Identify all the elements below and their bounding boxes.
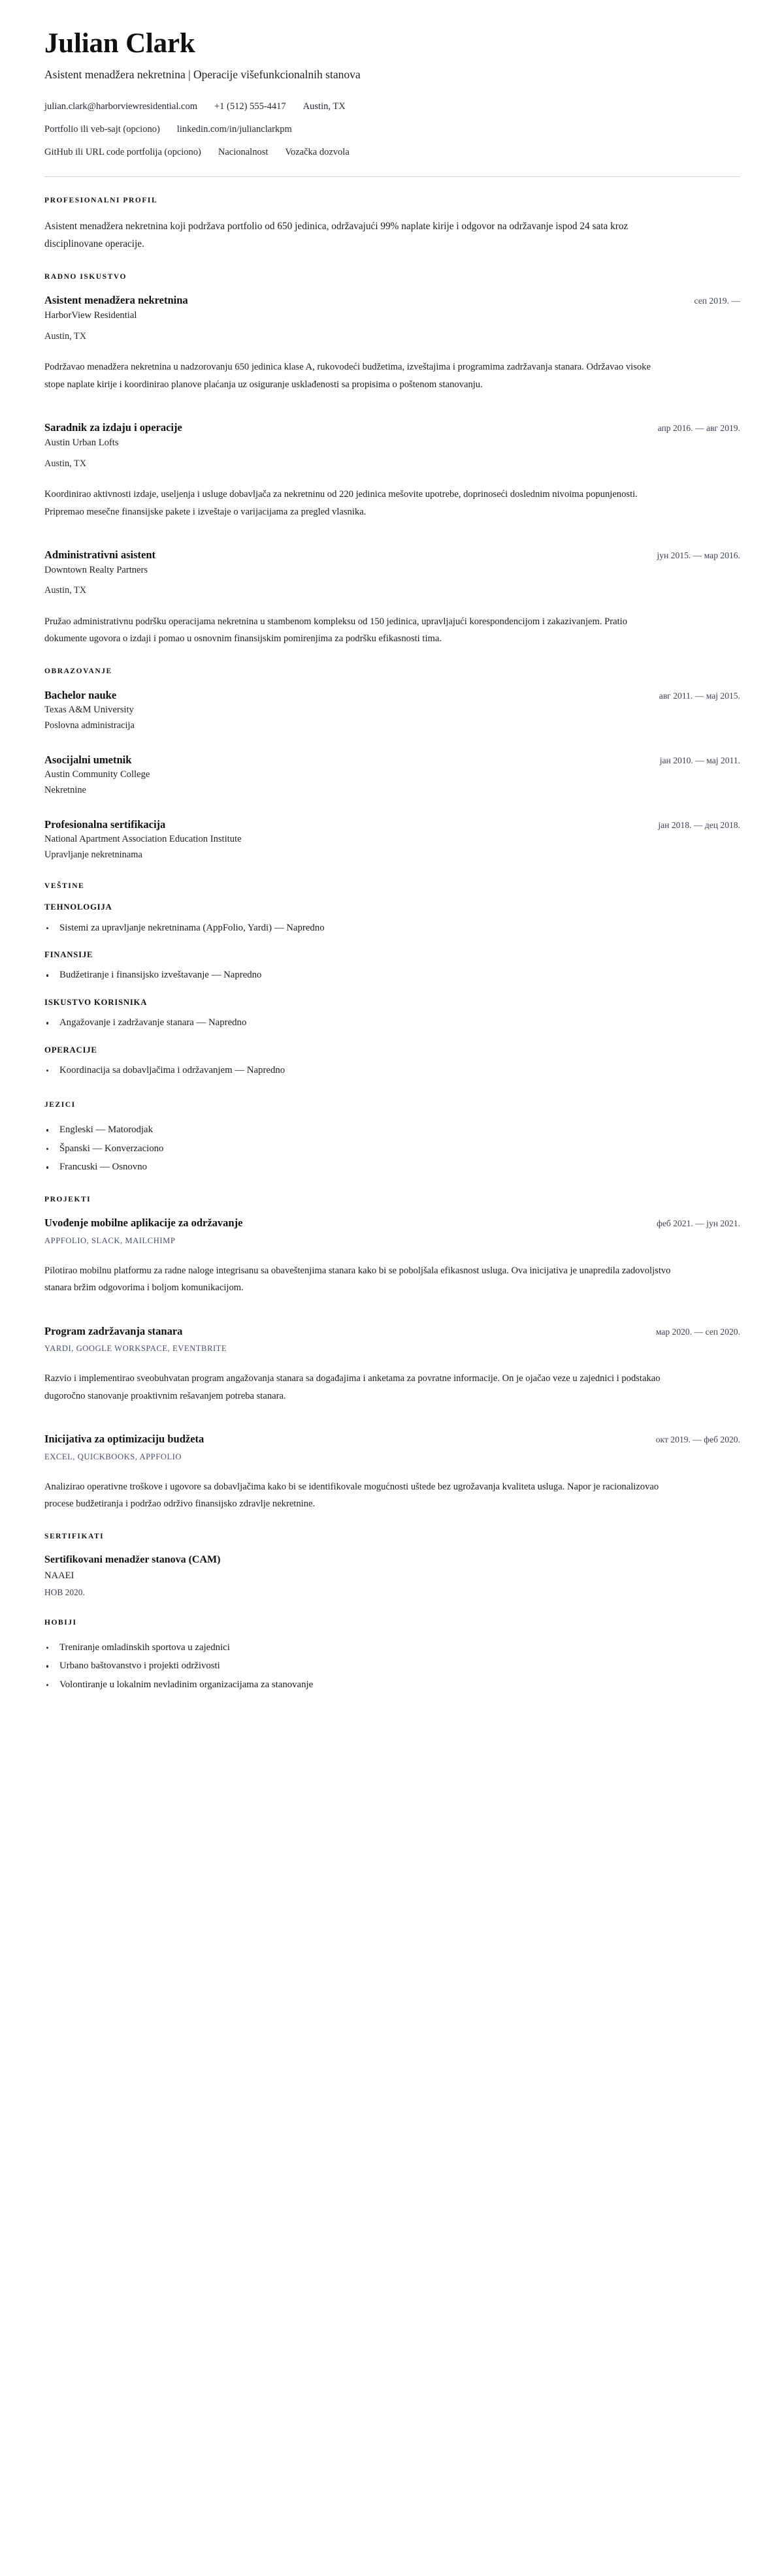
drivers-license-label: Vozačka dozvola	[285, 146, 350, 157]
language-item: Engleski — Matorodjak	[44, 1122, 740, 1138]
job-company: HarborView Residential	[44, 310, 137, 321]
linkedin-text: linkedin.com/in/julianclarkpm	[176, 123, 292, 135]
section-skills	[44, 882, 740, 1079]
resume-header	[44, 29, 740, 177]
job-title: Administrativni asistent	[44, 549, 156, 562]
location-text: Austin, TX	[302, 101, 346, 112]
section-work-experience	[44, 273, 740, 648]
header-divider	[44, 176, 740, 177]
section-professional-summary	[44, 197, 740, 253]
skill-item: Angažovanje i zadržavanje stanara — Napredno	[44, 1015, 740, 1031]
job-description: Pružao administrativnu podršku operacijama nekretnina u stambenom kompleksu od 150 jedinica, upravljajući korespondencijom i zakazivanjem. Pratio dokumente ugovora o izdaji i pomao u osnovnim finansijskim pomirenjima za podršku efikasnosti tima.	[44, 616, 628, 644]
skill-list	[44, 967, 740, 983]
section-title-education: OBRAZOVANJE	[44, 667, 112, 675]
section-languages	[44, 1101, 740, 1175]
section-title-summary: PROFESIONALNI PROFIL	[44, 197, 158, 205]
contact-row-primary	[44, 100, 740, 114]
project-item	[44, 1324, 740, 1405]
job-dates: апр 2016. — авг 2019.	[657, 423, 740, 434]
section-title-hobbies: HOBIJI	[44, 1619, 77, 1627]
experience-item	[44, 548, 740, 648]
skill-item: Sistemi za upravljanje nekretninama (AppFolio, Yardi) — Napredno	[44, 920, 740, 936]
section-title-experience: RADNO ISKUSTVO	[44, 272, 127, 281]
experience-item-head	[44, 548, 740, 562]
job-dates: сеп 2019. —	[694, 296, 740, 306]
phone-text: +1 (512) 555-4417	[214, 101, 286, 112]
experience-item-head	[44, 293, 740, 307]
section-title-projects: PROJEKTI	[44, 1195, 91, 1203]
project-dates: мар 2020. — сеп 2020.	[655, 1326, 740, 1337]
certification-name: Sertifikovani menadžer stanova (CAM)	[44, 1554, 221, 1566]
section-title-languages: JEZICI	[44, 1101, 76, 1109]
section-title-certifications: SERTIFIKATI	[44, 1532, 105, 1540]
skill-item: Koordinacija sa dobavljačima i održavanjem — Napredno	[44, 1062, 740, 1079]
skill-group	[44, 902, 740, 936]
language-item: Francuski — Osnovno	[44, 1159, 740, 1175]
project-item-head	[44, 1216, 740, 1230]
hobby-list	[44, 1640, 740, 1693]
job-company: Downtown Realty Partners	[44, 564, 148, 575]
skill-group	[44, 950, 740, 984]
education-item-head	[44, 753, 740, 767]
experience-item	[44, 421, 740, 520]
candidate-name: Julian Clark	[44, 28, 195, 59]
degree-title: Bachelor nauke	[44, 688, 117, 701]
certification-item	[44, 1553, 740, 1599]
project-tech-stack: APPFOLIO, SLACK, MAILCHIMP	[44, 1235, 176, 1245]
certification-date: НОВ 2020.	[44, 1587, 85, 1597]
skill-group-title: FINANSIJE	[44, 950, 93, 960]
degree-dates: авг 2011. — мај 2015.	[659, 690, 740, 701]
school-name: Texas A&M University	[44, 705, 134, 716]
project-name: Uvođenje mobilne aplikacije za održavanje	[44, 1216, 243, 1230]
job-description: Podržavao menadžera nekretnina u nadzorovanju 650 jedinica klase A, rukovodeći budžetima, izveštajima i programima zadržavanja stanara. Održavao visoke stope naplate kirije i koordinirao planove plaćanja uz osiguranje usklađenosti sa propisima o poštenom stanovanju.	[44, 362, 651, 390]
job-location: Austin, TX	[44, 585, 87, 596]
field-of-study: Upravljanje nekretninama	[44, 849, 142, 860]
experience-item	[44, 293, 740, 393]
education-item	[44, 818, 740, 863]
hobby-item: Volontiranje u lokalnim nevladinim organizacijama za stanovanje	[44, 1677, 740, 1693]
project-item-head	[44, 1432, 740, 1446]
field-of-study: Poslovna administracija	[44, 720, 135, 731]
skill-group	[44, 1045, 740, 1079]
school-name: National Apartment Association Education Institute	[44, 834, 242, 845]
email-text: julian.clark@harborviewresidential.com	[44, 101, 197, 112]
job-description: Koordinirao aktivnosti izdaje, useljenja i usluge dobavljača za nekretninu od 220 jedinica mešovite upotrebe, doprinoseći doslednim nivoima popunjenosti. Pripremao mesečne finansijske pakete i izveštaje o varijacijama za pregled vlasnika.	[44, 488, 638, 517]
project-tech-stack: EXCEL, QUICKBOOKS, APPFOLIO	[44, 1452, 182, 1461]
language-list	[44, 1122, 740, 1175]
job-company: Austin Urban Lofts	[44, 437, 119, 448]
job-title: Asistent menadžera nekretnina	[44, 294, 188, 307]
section-projects	[44, 1196, 740, 1513]
degree-title: Asocijalni umetnik	[44, 753, 132, 766]
skill-group-title: OPERACIJE	[44, 1045, 97, 1055]
project-name: Program zadržavanja stanara	[44, 1324, 183, 1337]
section-certifications	[44, 1533, 740, 1599]
hobby-item: Urbano baštovanstvo i projekti održivosti	[44, 1658, 740, 1674]
project-item-head	[44, 1324, 740, 1338]
contact-row-extra	[44, 146, 740, 160]
education-item	[44, 753, 740, 798]
candidate-headline: Asistent menadžera nekretnina | Operacije višefunkcionalnih stanova	[44, 68, 361, 82]
section-education	[44, 667, 740, 863]
summary-text: Asistent menadžera nekretnina koji podržava portfolio od 650 jedinica, održavajući 99% naplate kirije i odgovor na održavanje ispod 24 sata kroz disciplinovane operacije.	[44, 221, 629, 250]
section-hobbies	[44, 1619, 740, 1693]
skill-list	[44, 920, 740, 936]
project-description: Pilotirao mobilnu platformu za radne naloge integrisanu sa obaveštenjima stanara kako bi se poboljšala efikasnost usluga. Ova inicijativa je unapredila zadovoljstvo stanara bržim odgovorima i boljom komunikacijom.	[44, 1265, 671, 1294]
education-item-head	[44, 688, 740, 702]
skill-group-title: ISKUSTVO KORISNIKA	[44, 997, 148, 1007]
skill-group	[44, 998, 740, 1032]
nationality-label: Nacionalnost	[218, 146, 269, 157]
degree-title: Profesionalna sertifikacija	[44, 818, 166, 831]
project-description: Analizirao operativne troškove i ugovore sa dobavljačima kako bi se identifikovale mogućnosti uštede bez ugrožavanja kvaliteta usluga. Napor je racionalizovao procese budžetiranja i podržao održivo finansijsko zdravlje nekretnine.	[44, 1481, 659, 1510]
education-item-head	[44, 818, 740, 831]
school-name: Austin Community College	[44, 769, 150, 780]
hobby-item: Treniranje omladinskih sportova u zajednici	[44, 1640, 740, 1656]
skill-list	[44, 1015, 740, 1031]
contact-row-portfolio	[44, 123, 740, 137]
project-name: Inicijativa za optimizaciju budžeta	[44, 1433, 204, 1446]
certification-issuer: NAAEI	[44, 1570, 74, 1582]
job-location: Austin, TX	[44, 458, 87, 469]
skill-item: Budžetiranje i finansijsko izveštavanje — Napredno	[44, 967, 740, 983]
project-description: Razvio i implementirao sveobuhvatan program angažovanja stanara sa događajima i anketama za povratne informacije. On je ojačao veze u zajednici i podstakao dugoročno stanovanje proaktivnim rešavanjem potreba stanara.	[44, 1373, 661, 1401]
education-item	[44, 688, 740, 733]
project-dates: окт 2019. — феб 2020.	[655, 1435, 740, 1445]
project-item	[44, 1432, 740, 1512]
github-label: GitHub ili URL code portfolija (opciono)	[44, 146, 201, 157]
job-location: Austin, TX	[44, 330, 87, 342]
degree-dates: јан 2018. — дец 2018.	[658, 819, 740, 830]
project-tech-stack: YARDI, GOOGLE WORKSPACE, EVENTBRITE	[44, 1344, 227, 1354]
language-item: Španski — Konverzaciono	[44, 1141, 740, 1157]
experience-item-head	[44, 421, 740, 434]
job-dates: јун 2015. — мар 2016.	[657, 550, 740, 561]
job-title: Saradnik za izdaju i operacije	[44, 421, 182, 434]
skill-group-title: TEHNOLOGIJA	[44, 902, 112, 912]
section-title-skills: VEŠTINE	[44, 882, 85, 890]
degree-dates: јан 2010. — мај 2011.	[659, 755, 740, 765]
project-item	[44, 1216, 740, 1296]
skill-list	[44, 1062, 740, 1079]
field-of-study: Nekretnine	[44, 784, 86, 795]
portfolio-label: Portfolio ili veb-sajt (opciono)	[44, 123, 160, 135]
project-dates: феб 2021. — јун 2021.	[657, 1218, 740, 1229]
